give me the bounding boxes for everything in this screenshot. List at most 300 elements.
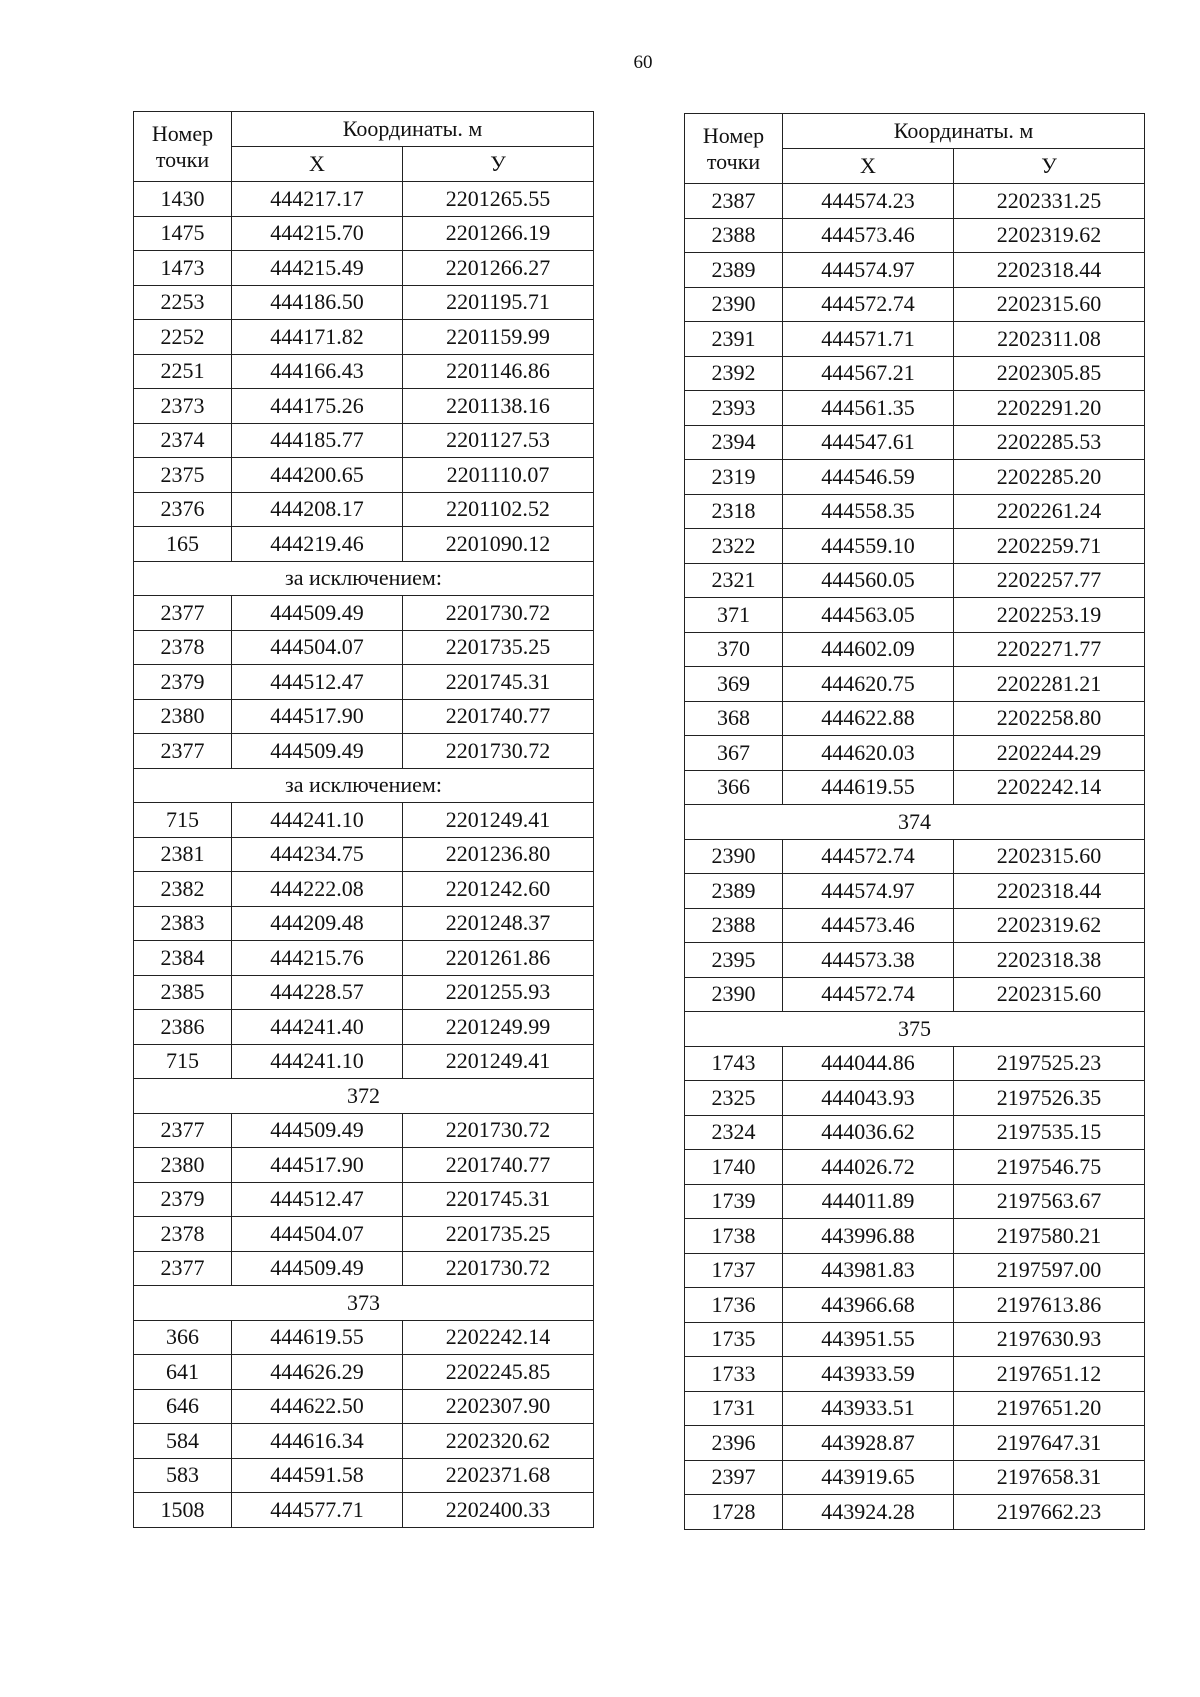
point-number-cell: 1736	[685, 1288, 783, 1323]
x-coordinate-cell: 444602.09	[783, 632, 954, 667]
table-row	[134, 1044, 594, 1079]
x-coordinate-cell: 444616.34	[232, 1424, 403, 1459]
point-number-cell: 367	[685, 736, 783, 771]
table-row	[685, 1426, 1145, 1461]
x-coordinate-cell: 444512.47	[232, 1182, 403, 1217]
x-coordinate-cell: 444572.74	[783, 977, 954, 1012]
y-coordinate-cell: 2201249.41	[403, 803, 594, 838]
table-row	[685, 1253, 1145, 1288]
coordinates-table-left	[133, 111, 594, 1528]
y-header: У	[954, 149, 1145, 184]
table-row	[685, 1081, 1145, 1116]
point-number-cell: 1728	[685, 1495, 783, 1530]
x-coordinate-cell: 444011.89	[783, 1184, 954, 1219]
y-coordinate-cell: 2202285.53	[954, 425, 1145, 460]
header-row	[134, 112, 594, 147]
y-coordinate-cell: 2201195.71	[403, 285, 594, 320]
point-number-cell: 165	[134, 527, 232, 562]
y-coordinate-cell: 2202315.60	[954, 977, 1145, 1012]
table-row	[685, 460, 1145, 495]
table-row	[685, 736, 1145, 771]
y-coordinate-cell: 2202258.80	[954, 701, 1145, 736]
y-coordinate-cell: 2201249.41	[403, 1044, 594, 1079]
point-number-cell: 2377	[134, 596, 232, 631]
table-row	[134, 1389, 594, 1424]
table-row	[685, 563, 1145, 598]
table-row	[685, 1495, 1145, 1530]
table-row	[134, 182, 594, 217]
table-row	[134, 1424, 594, 1459]
y-coordinate-cell: 2201745.31	[403, 1182, 594, 1217]
point-number-cell: 2321	[685, 563, 783, 598]
x-coordinate-cell: 444171.82	[232, 320, 403, 355]
y-coordinate-cell: 2197525.23	[954, 1046, 1145, 1081]
point-number-cell: 2373	[134, 389, 232, 424]
y-coordinate-cell: 2202311.08	[954, 322, 1145, 357]
point-number-cell: 2324	[685, 1115, 783, 1150]
y-coordinate-cell: 2202244.29	[954, 736, 1145, 771]
point-number-cell: 2318	[685, 494, 783, 529]
x-header: X	[783, 149, 954, 184]
point-number-cell: 2378	[134, 630, 232, 665]
y-coordinate-cell: 2202242.14	[954, 770, 1145, 805]
x-coordinate-cell: 444563.05	[783, 598, 954, 633]
x-coordinate-cell: 443919.65	[783, 1460, 954, 1495]
table-row	[134, 527, 594, 562]
y-coordinate-cell: 2197597.00	[954, 1253, 1145, 1288]
point-number-cell: 2390	[685, 839, 783, 874]
y-coordinate-cell: 2197630.93	[954, 1322, 1145, 1357]
point-number-cell: 2389	[685, 253, 783, 288]
table-row	[134, 906, 594, 941]
table-row	[134, 1182, 594, 1217]
y-coordinate-cell: 2202315.60	[954, 839, 1145, 874]
x-coordinate-cell: 444186.50	[232, 285, 403, 320]
table-row	[685, 1391, 1145, 1426]
x-coordinate-cell: 444622.50	[232, 1389, 403, 1424]
x-coordinate-cell: 444517.90	[232, 699, 403, 734]
y-coordinate-cell: 2201740.77	[403, 699, 594, 734]
x-coordinate-cell: 444577.71	[232, 1493, 403, 1528]
table-row	[685, 529, 1145, 564]
y-coordinate-cell: 2197526.35	[954, 1081, 1145, 1116]
point-number-cell: 584	[134, 1424, 232, 1459]
table-row	[685, 391, 1145, 426]
point-number-cell: 1737	[685, 1253, 783, 1288]
point-number-cell: 370	[685, 632, 783, 667]
y-coordinate-cell: 2202400.33	[403, 1493, 594, 1528]
y-coordinate-cell: 2202318.38	[954, 943, 1145, 978]
y-coordinate-cell: 2201248.37	[403, 906, 594, 941]
section-label: за исключением:	[134, 768, 594, 803]
y-coordinate-cell: 2201730.72	[403, 596, 594, 631]
table-row	[685, 874, 1145, 909]
x-coordinate-cell: 444626.29	[232, 1355, 403, 1390]
x-coordinate-cell: 444559.10	[783, 529, 954, 564]
table-row	[134, 837, 594, 872]
point-number-cell: 1743	[685, 1046, 783, 1081]
table-row	[134, 1355, 594, 1390]
table-row	[685, 1219, 1145, 1254]
table-row	[685, 598, 1145, 633]
x-coordinate-cell: 444222.08	[232, 872, 403, 907]
x-coordinate-cell: 444619.55	[783, 770, 954, 805]
point-number-cell: 1740	[685, 1150, 783, 1185]
point-number-cell: 2393	[685, 391, 783, 426]
point-number-cell: 2391	[685, 322, 783, 357]
point-number-cell: 2383	[134, 906, 232, 941]
x-coordinate-cell: 444509.49	[232, 1251, 403, 1286]
table-row	[685, 494, 1145, 529]
x-coordinate-cell: 444504.07	[232, 630, 403, 665]
table-row	[685, 1322, 1145, 1357]
coordinates-header: Координаты. м	[783, 114, 1145, 149]
table-row	[685, 1150, 1145, 1185]
table-row	[134, 1493, 594, 1528]
y-coordinate-cell: 2197651.12	[954, 1357, 1145, 1392]
x-coordinate-cell: 444571.71	[783, 322, 954, 357]
x-coordinate-cell: 443928.87	[783, 1426, 954, 1461]
table-row	[134, 1113, 594, 1148]
y-coordinate-cell: 2202242.14	[403, 1320, 594, 1355]
table-row	[685, 977, 1145, 1012]
x-coordinate-cell: 444622.88	[783, 701, 954, 736]
point-number-cell: 2322	[685, 529, 783, 564]
point-number-cell: 1739	[685, 1184, 783, 1219]
point-number-header: Номер точки	[685, 114, 783, 184]
table-row	[134, 596, 594, 631]
point-number-cell: 368	[685, 701, 783, 736]
x-coordinate-cell: 444573.46	[783, 218, 954, 253]
x-coordinate-cell: 444619.55	[232, 1320, 403, 1355]
point-number-cell: 2392	[685, 356, 783, 391]
table-row	[685, 322, 1145, 357]
x-coordinate-cell: 444561.35	[783, 391, 954, 426]
point-number-cell: 2390	[685, 977, 783, 1012]
y-coordinate-cell: 2201745.31	[403, 665, 594, 700]
table-row	[134, 699, 594, 734]
table-row	[134, 1010, 594, 1045]
point-number-cell: 1735	[685, 1322, 783, 1357]
coordinates-table-right	[684, 113, 1145, 1530]
x-coordinate-cell: 444567.21	[783, 356, 954, 391]
y-coordinate-cell: 2202371.68	[403, 1458, 594, 1493]
point-number-cell: 2390	[685, 287, 783, 322]
point-number-cell: 2386	[134, 1010, 232, 1045]
point-number-cell: 1731	[685, 1391, 783, 1426]
x-coordinate-cell: 444026.72	[783, 1150, 954, 1185]
table-row	[134, 1458, 594, 1493]
x-coordinate-cell: 444166.43	[232, 354, 403, 389]
y-coordinate-cell: 2201159.99	[403, 320, 594, 355]
x-coordinate-cell: 444215.76	[232, 941, 403, 976]
table-row	[685, 184, 1145, 219]
y-coordinate-cell: 2201265.55	[403, 182, 594, 217]
table-row	[685, 218, 1145, 253]
point-number-cell: 2396	[685, 1426, 783, 1461]
table-row	[134, 285, 594, 320]
y-coordinate-cell: 2201127.53	[403, 423, 594, 458]
point-number-cell: 2389	[685, 874, 783, 909]
table-row	[685, 943, 1145, 978]
point-number-cell: 2379	[134, 1182, 232, 1217]
x-coordinate-cell: 444574.23	[783, 184, 954, 219]
table-row	[134, 458, 594, 493]
x-coordinate-cell: 444217.17	[232, 182, 403, 217]
x-coordinate-cell: 444036.62	[783, 1115, 954, 1150]
table-row	[685, 356, 1145, 391]
y-header: У	[403, 147, 594, 182]
table-row	[134, 216, 594, 251]
x-coordinate-cell: 443996.88	[783, 1219, 954, 1254]
x-coordinate-cell: 444512.47	[232, 665, 403, 700]
table-row	[685, 1046, 1145, 1081]
x-coordinate-cell: 444573.46	[783, 908, 954, 943]
x-coordinate-cell: 443924.28	[783, 1495, 954, 1530]
x-coordinate-cell: 444620.03	[783, 736, 954, 771]
table-row	[134, 492, 594, 527]
y-coordinate-cell: 2201236.80	[403, 837, 594, 872]
point-number-cell: 2252	[134, 320, 232, 355]
table-row	[134, 1251, 594, 1286]
y-coordinate-cell: 2202285.20	[954, 460, 1145, 495]
point-number-cell: 1430	[134, 182, 232, 217]
page-number: 60	[633, 52, 653, 73]
table-row	[685, 1357, 1145, 1392]
x-coordinate-cell: 444241.10	[232, 803, 403, 838]
y-coordinate-cell: 2202259.71	[954, 529, 1145, 564]
point-number-cell: 2382	[134, 872, 232, 907]
y-coordinate-cell: 2197662.23	[954, 1495, 1145, 1530]
x-coordinate-cell: 444591.58	[232, 1458, 403, 1493]
point-number-cell: 2377	[134, 734, 232, 769]
x-coordinate-cell: 444517.90	[232, 1148, 403, 1183]
point-number-cell: 2387	[685, 184, 783, 219]
point-number-cell: 2253	[134, 285, 232, 320]
point-number-header: Номер точки	[134, 112, 232, 182]
point-number-cell: 2375	[134, 458, 232, 493]
y-coordinate-cell: 2197651.20	[954, 1391, 1145, 1426]
point-number-cell: 1473	[134, 251, 232, 286]
x-coordinate-cell: 444509.49	[232, 734, 403, 769]
x-coordinate-cell: 444546.59	[783, 460, 954, 495]
x-coordinate-cell: 444509.49	[232, 596, 403, 631]
y-coordinate-cell: 2202253.19	[954, 598, 1145, 633]
x-coordinate-cell: 444208.17	[232, 492, 403, 527]
y-coordinate-cell: 2201740.77	[403, 1148, 594, 1183]
y-coordinate-cell: 2202245.85	[403, 1355, 594, 1390]
table-row	[134, 665, 594, 700]
x-coordinate-cell: 444558.35	[783, 494, 954, 529]
y-coordinate-cell: 2202315.60	[954, 287, 1145, 322]
x-coordinate-cell: 444228.57	[232, 975, 403, 1010]
point-number-cell: 1733	[685, 1357, 783, 1392]
x-coordinate-cell: 444504.07	[232, 1217, 403, 1252]
section-label: за исключением:	[134, 561, 594, 596]
point-number-cell: 2395	[685, 943, 783, 978]
x-coordinate-cell: 444572.74	[783, 839, 954, 874]
point-number-cell: 715	[134, 803, 232, 838]
point-number-cell: 583	[134, 1458, 232, 1493]
x-coordinate-cell: 444219.46	[232, 527, 403, 562]
table-row	[685, 908, 1145, 943]
table-row	[134, 1217, 594, 1252]
y-coordinate-cell: 2201102.52	[403, 492, 594, 527]
table-row	[134, 630, 594, 665]
table-row	[134, 734, 594, 769]
section-row	[685, 805, 1145, 840]
table-row	[685, 425, 1145, 460]
x-coordinate-cell: 443933.51	[783, 1391, 954, 1426]
section-row	[134, 768, 594, 803]
x-coordinate-cell: 444509.49	[232, 1113, 403, 1148]
point-number-cell: 2385	[134, 975, 232, 1010]
table-row	[134, 320, 594, 355]
point-number-cell: 2384	[134, 941, 232, 976]
x-coordinate-cell: 444185.77	[232, 423, 403, 458]
table-row	[134, 1148, 594, 1183]
x-coordinate-cell: 444574.97	[783, 874, 954, 909]
y-coordinate-cell: 2201730.72	[403, 734, 594, 769]
point-number-cell: 1508	[134, 1493, 232, 1528]
y-coordinate-cell: 2202318.44	[954, 253, 1145, 288]
y-coordinate-cell: 2202307.90	[403, 1389, 594, 1424]
point-number-cell: 1475	[134, 216, 232, 251]
x-coordinate-cell: 444215.49	[232, 251, 403, 286]
section-row	[685, 1012, 1145, 1047]
point-number-cell: 2379	[134, 665, 232, 700]
point-number-cell: 2374	[134, 423, 232, 458]
point-number-cell: 715	[134, 1044, 232, 1079]
point-number-cell: 641	[134, 1355, 232, 1390]
point-number-cell: 2377	[134, 1113, 232, 1148]
table-row	[685, 1184, 1145, 1219]
x-coordinate-cell: 444560.05	[783, 563, 954, 598]
y-coordinate-cell: 2197546.75	[954, 1150, 1145, 1185]
point-number-cell: 2251	[134, 354, 232, 389]
point-number-cell: 2319	[685, 460, 783, 495]
point-number-cell: 2380	[134, 699, 232, 734]
y-coordinate-cell: 2201146.86	[403, 354, 594, 389]
x-coordinate-cell: 444574.97	[783, 253, 954, 288]
table-row	[134, 975, 594, 1010]
point-number-cell: 2378	[134, 1217, 232, 1252]
point-number-cell: 1738	[685, 1219, 783, 1254]
point-number-cell: 2388	[685, 218, 783, 253]
x-coordinate-cell: 444573.38	[783, 943, 954, 978]
y-coordinate-cell: 2201138.16	[403, 389, 594, 424]
x-coordinate-cell: 444200.65	[232, 458, 403, 493]
table-row	[134, 389, 594, 424]
section-label: 374	[685, 805, 1145, 840]
y-coordinate-cell: 2202291.20	[954, 391, 1145, 426]
y-coordinate-cell: 2201090.12	[403, 527, 594, 562]
section-row	[134, 561, 594, 596]
point-number-cell: 371	[685, 598, 783, 633]
table-row	[685, 1460, 1145, 1495]
table-row	[134, 1320, 594, 1355]
y-coordinate-cell: 2201242.60	[403, 872, 594, 907]
point-number-cell: 2376	[134, 492, 232, 527]
point-number-cell: 366	[685, 770, 783, 805]
y-coordinate-cell: 2202257.77	[954, 563, 1145, 598]
point-number-cell: 2381	[134, 837, 232, 872]
y-coordinate-cell: 2197658.31	[954, 1460, 1145, 1495]
table-row	[685, 632, 1145, 667]
y-coordinate-cell: 2197535.15	[954, 1115, 1145, 1150]
y-coordinate-cell: 2202331.25	[954, 184, 1145, 219]
y-coordinate-cell: 2202320.62	[403, 1424, 594, 1459]
x-coordinate-cell: 444234.75	[232, 837, 403, 872]
y-coordinate-cell: 2197563.67	[954, 1184, 1145, 1219]
x-coordinate-cell: 444215.70	[232, 216, 403, 251]
y-coordinate-cell: 2201730.72	[403, 1251, 594, 1286]
table-row	[685, 1288, 1145, 1323]
coordinates-header: Координаты. м	[232, 112, 594, 147]
point-number-cell: 2388	[685, 908, 783, 943]
y-coordinate-cell: 2201266.19	[403, 216, 594, 251]
x-coordinate-cell: 444209.48	[232, 906, 403, 941]
y-coordinate-cell: 2201735.25	[403, 630, 594, 665]
table-row	[685, 839, 1145, 874]
table-row	[134, 941, 594, 976]
x-coordinate-cell: 443951.55	[783, 1322, 954, 1357]
point-number-cell: 646	[134, 1389, 232, 1424]
y-coordinate-cell: 2201255.93	[403, 975, 594, 1010]
table-row	[134, 872, 594, 907]
x-coordinate-cell: 443966.68	[783, 1288, 954, 1323]
y-coordinate-cell: 2197613.86	[954, 1288, 1145, 1323]
table-row	[685, 667, 1145, 702]
x-coordinate-cell: 444043.93	[783, 1081, 954, 1116]
y-coordinate-cell: 2201266.27	[403, 251, 594, 286]
table-row	[685, 1115, 1145, 1150]
point-number-cell: 369	[685, 667, 783, 702]
section-label: 375	[685, 1012, 1145, 1047]
header-row	[685, 114, 1145, 149]
y-coordinate-cell: 2202305.85	[954, 356, 1145, 391]
y-coordinate-cell: 2202319.62	[954, 218, 1145, 253]
x-coordinate-cell: 443933.59	[783, 1357, 954, 1392]
point-number-cell: 2325	[685, 1081, 783, 1116]
table-row	[134, 251, 594, 286]
x-header: X	[232, 147, 403, 182]
y-coordinate-cell: 2202281.21	[954, 667, 1145, 702]
y-coordinate-cell: 2202271.77	[954, 632, 1145, 667]
section-label: 373	[134, 1286, 594, 1321]
x-coordinate-cell: 444175.26	[232, 389, 403, 424]
y-coordinate-cell: 2201249.99	[403, 1010, 594, 1045]
y-coordinate-cell: 2201730.72	[403, 1113, 594, 1148]
table-row	[685, 253, 1145, 288]
table-row	[685, 770, 1145, 805]
table-row	[685, 701, 1145, 736]
point-number-cell: 2377	[134, 1251, 232, 1286]
x-coordinate-cell: 443981.83	[783, 1253, 954, 1288]
y-coordinate-cell: 2197580.21	[954, 1219, 1145, 1254]
x-coordinate-cell: 444547.61	[783, 425, 954, 460]
table-row	[685, 287, 1145, 322]
point-number-cell: 2380	[134, 1148, 232, 1183]
y-coordinate-cell: 2201735.25	[403, 1217, 594, 1252]
x-coordinate-cell: 444241.10	[232, 1044, 403, 1079]
point-number-cell: 2397	[685, 1460, 783, 1495]
section-row	[134, 1079, 594, 1114]
point-number-cell: 2394	[685, 425, 783, 460]
y-coordinate-cell: 2201110.07	[403, 458, 594, 493]
y-coordinate-cell: 2202318.44	[954, 874, 1145, 909]
x-coordinate-cell: 444572.74	[783, 287, 954, 322]
